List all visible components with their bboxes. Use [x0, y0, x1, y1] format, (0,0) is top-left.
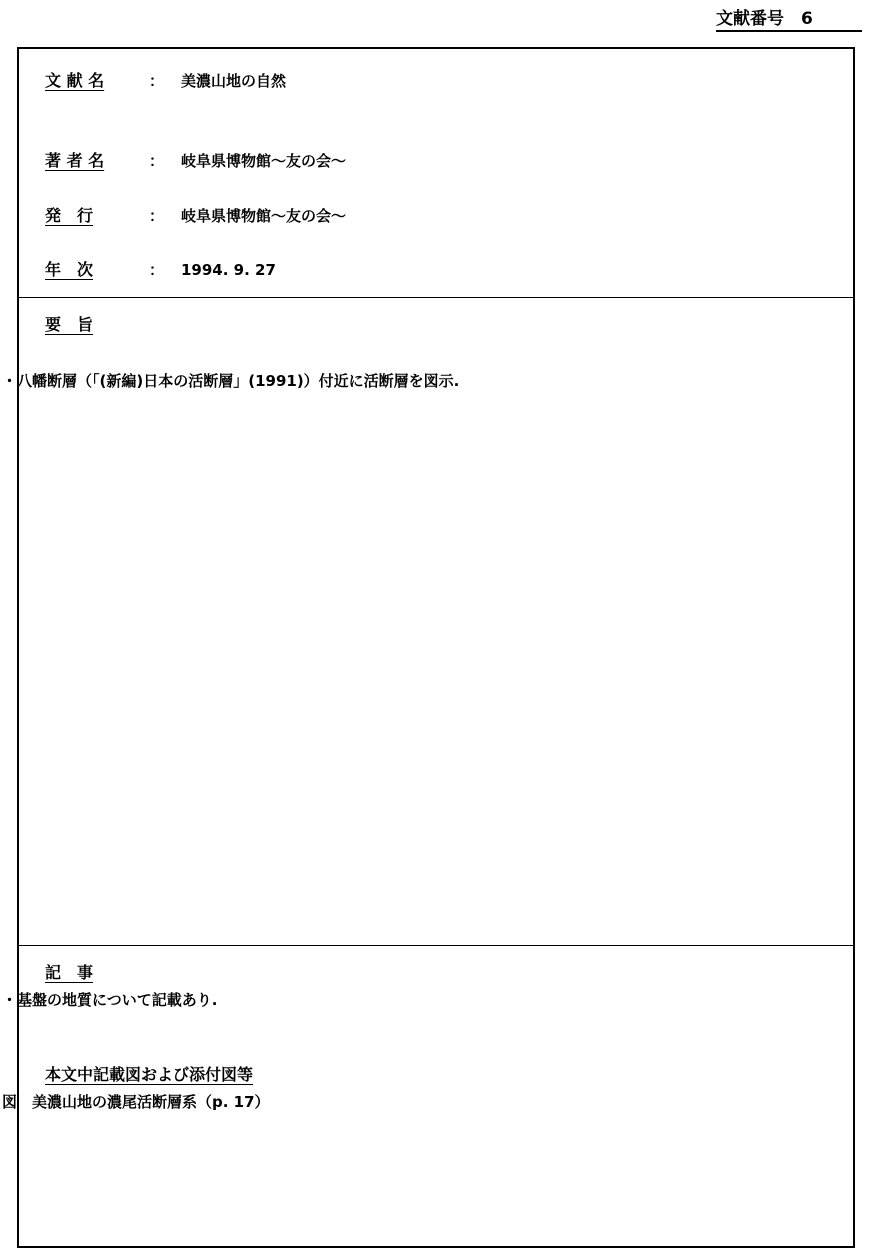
author-value: 岐阜県博物館～友の会～: [181, 152, 347, 170]
year-colon: ：: [149, 261, 165, 279]
summary-section: [2, 298, 853, 946]
publisher-colon: ：: [149, 207, 165, 225]
author-colon: ：: [149, 152, 165, 170]
figures-heading: 本文中記載図および添付図等: [45, 1065, 254, 1084]
notes-text: ・基盤の地質について記載あり.: [2, 991, 218, 1009]
summary-heading: 要 旨: [45, 315, 94, 334]
summary-text: ・八幡断層（「(新編)日本の活断層」(1991)）付近に活断層を図示.: [2, 372, 460, 390]
author-label: 著 者 名: [45, 151, 105, 170]
bibliographic-section: [19, 49, 853, 298]
notes-section: [2, 946, 853, 1246]
document-number: 文献番号 6: [716, 8, 862, 32]
document-record-frame: [2, 47, 855, 1248]
title-value: 美濃山地の自然: [181, 72, 287, 90]
title-label: 文 献 名: [45, 71, 105, 90]
title-colon: ：: [149, 72, 165, 90]
year-label: 年 次: [45, 260, 94, 279]
publisher-value: 岐阜県博物館～友の会～: [181, 207, 347, 225]
figures-text: 図 美濃山地の濃尾活断層系（p. 17）: [2, 1093, 270, 1111]
year-value: 1994. 9. 27: [181, 261, 276, 279]
publisher-label: 発 行: [45, 206, 94, 225]
notes-heading: 記 事: [45, 963, 94, 982]
